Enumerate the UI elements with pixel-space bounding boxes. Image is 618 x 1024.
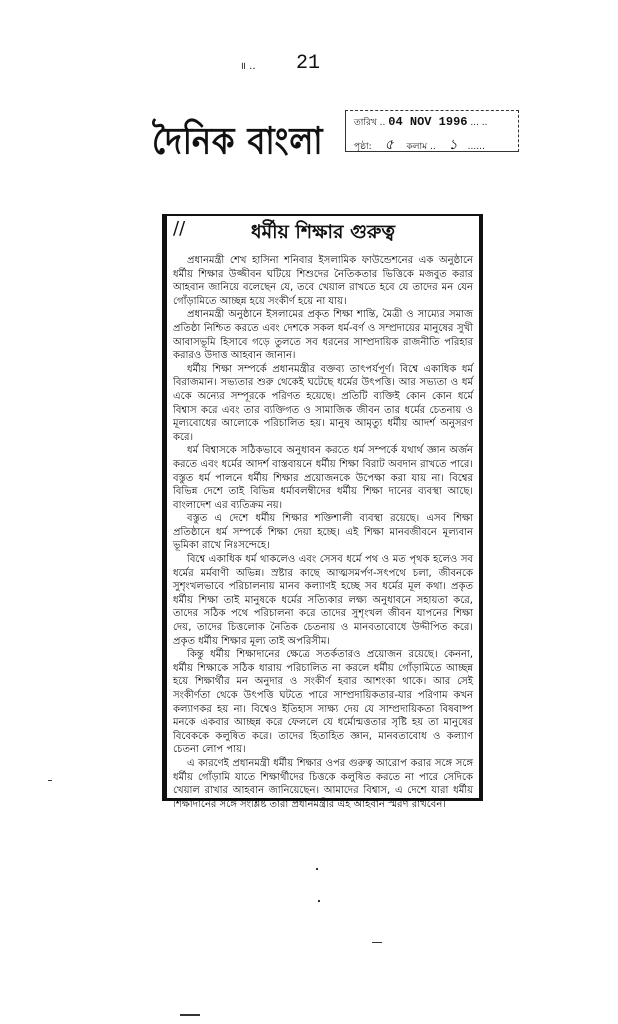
date-value: 04 NOV 1996 (388, 115, 468, 129)
page-label: পৃষ্ঠা: (354, 142, 372, 152)
article-paragraph: ধর্ম বিশ্বাসকে সঠিকভাবে অনুধাবন করতে ধর্ম সম্পর্কে যথার্থ জ্ঞান অর্জন করতে এবং ধর্মের আদর্শ বাস্তবায়নে ধর্মীয় শিক্ষা বিরাট অবদান রাখতে পারে। বস্তুত ধর্ম পালনে ধর্মীয় শিক্ষার প্রয়োজনকে উপেক্ষা করা যায় না। বিশ্বের বিভিন্ন দেশে তাই বিভিন্ন ধর্মাবলম্বীদের ধর্মীয় শিক্ষা দানের ব্যবস্থা আছে। বাংলাদেশ এর ব্যতিক্রম নয়। (173, 445, 473, 511)
article-paragraph: ধর্মীয় শিক্ষা সম্পর্কে প্রধানমন্ত্রীর বক্তব্য তাৎপর্যপূর্ণ। বিশ্বে একাধিক ধর্ম বিরাজমান। সভ্যতার শুরু থেকেই ঘটেছে ধর্মের উৎপত্তি। আর সভ্যতা ও ধর্ম একে অন্যের সম্পূরকে পরিণত হয়েছে। প্রতিটি ব্যক্তিই কোন কোন ধর্মে বিশ্বাস করে এবং তার ব্যক্তিগত ও সামাজিক জীবন তার ধর্মের চেতনায় ও মূল্যবোধের আলোকে পরিচালিত হয়। মানুষ আমৃত্যু ধর্মীয় আদর্শ অনুসরণ করে। (173, 363, 473, 443)
article-paragraph: কিন্তু ধর্মীয় শিক্ষাদানের ক্ষেত্রে সতর্কতারও প্রয়োজন রয়েছে। কেননা, ধর্মীয় শিক্ষাকে সঠিক ধারায় পরিচালিত না করলে ধর্মীয় গোঁড়ামিতে আচ্ছন্ন হয়ে শিক্ষার্থীর মন অনুদার ও সংকীর্ণ হবার আশংকা থাকে। আর সেই সংকীর্ণতা থেকে উৎপত্তি ঘটতে পারে সাম্প্রদায়িকতার-যার পরিণাম কখন কল্যাণকর হয় না। বিশ্বেও ইতিহাস সাক্ষ্য দেয় যে সাম্প্রদায়িকতা বিষবাষ্প মনকে একবার আচ্ছন্ন করে ফেললে যে ধর্মোন্মত্ততার সৃষ্টি হয় তা মানুষের বিবেককে কলুষিত করে। তাদের হিতাহিত জ্ঞান, মানবতাবোধ ও কল্যাণ চেতনা লোপ পায়। (173, 649, 473, 756)
archive-stamp: তারিখ .. 04 NOV 1996 ... .. পৃষ্ঠা: ৫ কলাম .. ১ ...... (345, 110, 519, 152)
newspaper-masthead: দৈনিক বাংলা (152, 118, 324, 163)
article-title: ধর্মীয় শিক্ষার গুরুত্ব (250, 221, 396, 243)
page-value: ৫ (384, 137, 394, 153)
corner-mark: // (173, 218, 186, 239)
date-label: তারিখ (354, 118, 377, 128)
scan-speck (372, 942, 382, 943)
scan-speck (48, 780, 52, 781)
article-clipping (162, 214, 483, 810)
scan-speck (318, 900, 320, 902)
article-paragraph: প্রধানমন্ত্রী অনুষ্ঠানে ইসলামের প্রকৃত শিক্ষা শান্তি, মৈত্রী ও সাম্যের সমাজ প্রতিষ্ঠা নিশ্চিত করতে এবং দেশকে সকল ধর্ম-বর্ণ ও সম্প্রদায়ের মানুষের সুখী আবাসভূমি হিসাবে গড়ে তুলতে সব ধরনের সাম্প্রদায়িক রাজনীতি পরিহার করারও উদাত্ত আহবান জানান। (173, 309, 473, 362)
article-paragraph: প্রধানমন্ত্রী শেখ হাসিনা শনিবার ইসলামিক ফাউন্ডেশনের এক অনুষ্ঠানে ধর্মীয় শিক্ষার উজ্জীবন ঘটিয়ে শিশুদের নৈতিকতার ভিত্তিকে মজবুত করার আহবান জানিয়ে বলেছেন যে, তবে খেয়াল রাখতে হবে যে তাদের মন যেন গোঁড়ামিতে আচ্ছন্ন হয়ে সংকীর্ণ হয়ে না যায়। (173, 255, 473, 307)
scan-speck (180, 1014, 200, 1016)
page-number: 21 (296, 52, 321, 75)
column-value: ১ (448, 137, 458, 153)
scan-speck (316, 868, 318, 870)
column-label: কলাম (406, 142, 428, 152)
article-paragraph: বস্তুত এ দেশে ধর্মীয় শিক্ষার শক্তিশালী ব্যবস্থা রয়েছে। এসব শিক্ষা প্রতিষ্ঠানে ধর্ম সম্পর্কে শিক্ষা দেয়া হচ্ছে। এই শিক্ষা মানবজীবনে মূল্যবান ভূমিকা রাখে নিঃসন্দেহে। (173, 513, 473, 552)
article-paragraph: বিশ্বে একাধিক ধর্ম থাকলেও এবং সেসব ধর্মে পথ ও মত পৃথক হলেও সব ধর্মের মর্মবাণী অভিন্ন। স্রষ্টার কাছে আত্মসমর্পণ-সৎপথে চলা, জীবনকে সুশৃংখলভাবে পরিচালনায় মানব কল্যাণই হচ্ছে সব ধর্মের মূল কথা। প্রকৃত ধর্মীয় শিক্ষা তাই মানুষকে ধর্মের সত্যিকার লক্ষ্য অনুধাবনে সহায়তা করে, তাদের সঠিক পথে পরিচালনা করে তাদের সুশৃংখল জীবন যাপনের শিক্ষা দেয়, তাদের চিত্তলোক নৈতিক চেতনায় ও মানবতাবোধে উদ্দীপিত করে। প্রকৃত ধর্মীয় শিক্ষার মূল্য তাই অপরিসীম। (173, 554, 473, 647)
page-mark: ॥ .. (240, 61, 256, 72)
article-paragraph: এ কারণেই প্রধানমন্ত্রী ধর্মীয় শিক্ষার ওপর গুরুত্ব আরোপ করার সঙ্গে সঙ্গে ধর্মীয় গোঁড়ামি যাতে শিক্ষার্থীদের চিত্তকে কলুষিত করতে না পারে সেদিকে খেয়াল রাখার আহবান জানিয়েছেন। আমাদের বিশ্বাস, এ দেশে যারা ধর্মীয় শিক্ষাদানের সঙ্গে সংশ্লিষ্ট তারা প্রধানমন্ত্রীর এই আহবান স্মরণ রাখবেন। (173, 757, 473, 810)
